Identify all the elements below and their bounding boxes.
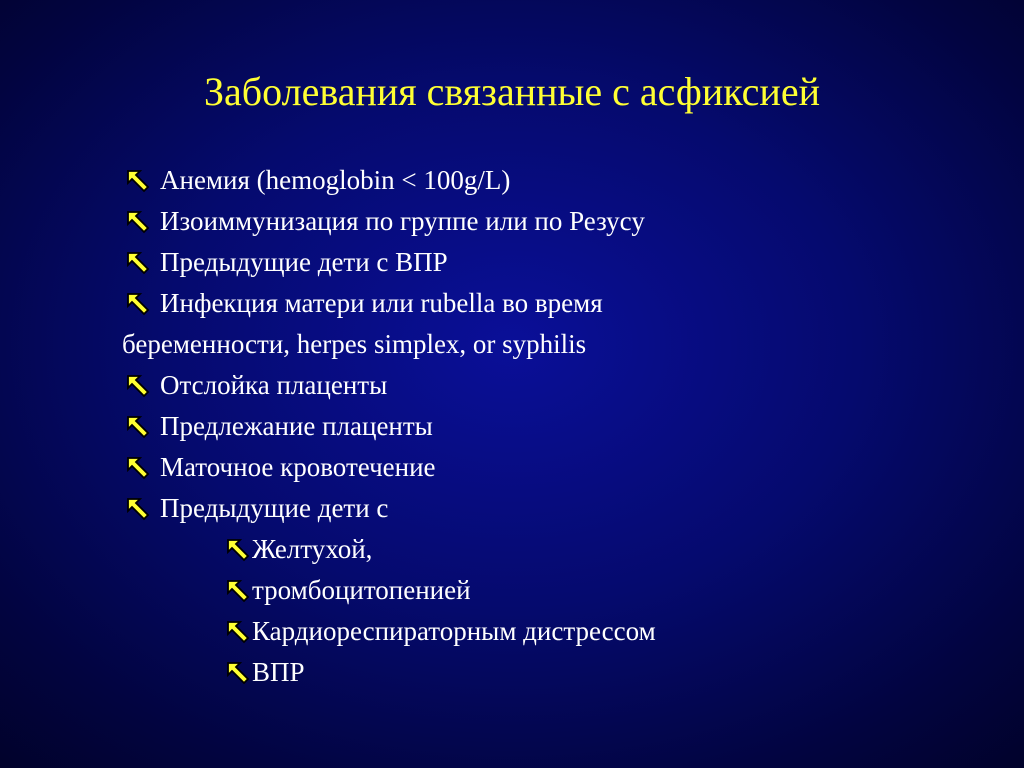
list-item-continuation bbox=[122, 324, 982, 365]
arrow-bullet-icon bbox=[126, 456, 150, 480]
list-item-text: Инфекция матери или rubella во время bbox=[160, 288, 603, 318]
list-item-text: Предлежание плаценты bbox=[160, 411, 433, 441]
arrow-bullet-icon bbox=[126, 497, 150, 521]
arrow-bullet-icon bbox=[126, 251, 150, 275]
sub-list-item-text: Кардиореспираторным дистрессом bbox=[252, 616, 656, 646]
list-item-text: Предыдущие дети с ВПР bbox=[160, 247, 448, 277]
list-item-text: беременности, herpes simplex, or syphilis bbox=[122, 329, 587, 359]
list-item bbox=[122, 406, 982, 447]
sub-list-item bbox=[122, 611, 982, 652]
list-item bbox=[122, 365, 982, 406]
arrow-bullet-icon bbox=[226, 661, 250, 685]
arrow-bullet-icon bbox=[126, 292, 150, 316]
sub-list-item bbox=[122, 529, 982, 570]
arrow-bullet-icon bbox=[126, 210, 150, 234]
sub-list-item bbox=[122, 652, 982, 693]
list-item-text: Маточное кровотечение bbox=[160, 452, 436, 482]
list-item bbox=[122, 488, 982, 529]
arrow-bullet-icon bbox=[226, 579, 250, 603]
list-item-text: Отслойка плаценты bbox=[160, 370, 388, 400]
arrow-bullet-icon bbox=[126, 169, 150, 193]
list-item bbox=[122, 242, 982, 283]
sub-list-item-text: тромбоцитопенией bbox=[252, 575, 471, 605]
list-item-text: Изоиммунизация по группе или по Резусу bbox=[160, 206, 645, 236]
arrow-bullet-icon bbox=[126, 374, 150, 398]
arrow-bullet-icon bbox=[126, 415, 150, 439]
list-item-text: Предыдущие дети с bbox=[160, 493, 389, 523]
list-item-text: Анемия (hemoglobin < 100g/L) bbox=[160, 165, 511, 195]
list-item bbox=[122, 201, 982, 242]
list-item bbox=[122, 160, 982, 201]
sub-list-item bbox=[122, 570, 982, 611]
sub-list-item-text: ВПР bbox=[252, 657, 305, 687]
sub-list-item-text: Желтухой, bbox=[252, 534, 373, 564]
arrow-bullet-icon bbox=[226, 538, 250, 562]
slide-title: Заболевания связанные с асфиксией bbox=[204, 69, 820, 114]
list-item bbox=[122, 447, 982, 488]
bullet-list bbox=[122, 160, 982, 693]
arrow-bullet-icon bbox=[226, 620, 250, 644]
list-item bbox=[122, 283, 982, 324]
